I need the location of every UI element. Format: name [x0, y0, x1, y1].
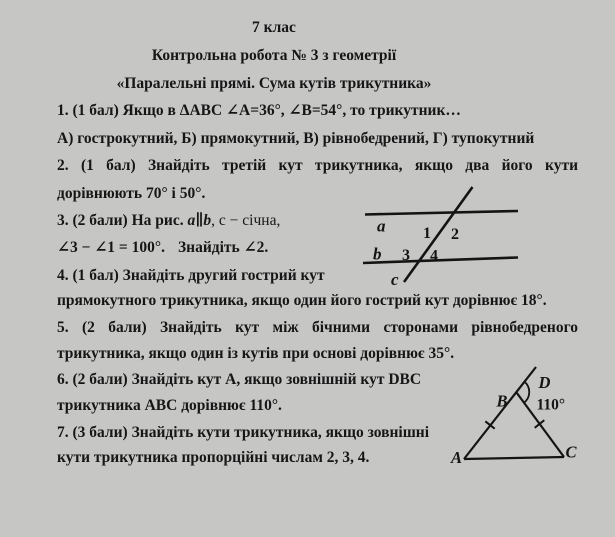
problem-1-options: А) гострокутний, Б) прямокутний, В) рівнобедрений, Г) тупокутний [57, 130, 535, 147]
test-title: Контрольна робота № 3 з геометрії [151, 47, 397, 64]
problem-1-text: 1. (1 бал) Якщо в ΔАВС ∠А=36°, ∠В=54°, то трикутник… [57, 102, 461, 119]
problem-5-line-1: 5. (2 бали) Знайдіть кут між бічними сторонами рівнобедреного [57, 319, 578, 336]
angle-1-label: 1 [423, 225, 431, 242]
line-b-label: b [373, 244, 382, 264]
transversal-line-c [404, 187, 473, 282]
triangle-figure [438, 358, 588, 473]
problem-3-equation: ∠3 − ∠1 = 100°. [57, 239, 165, 256]
problem-3-task: Знайдіть ∠2. [177, 239, 269, 256]
test-subtitle: «Паралельні прямі. Сума кутів трикутника» [116, 75, 432, 92]
problem-7-line-2: кути трикутника пропорційні числам 2, 3, 4. [57, 449, 370, 466]
grade-heading: 7 клас [252, 19, 296, 36]
problem-3-tail: , c − січна, [211, 212, 281, 229]
math-line-b: b [203, 212, 212, 229]
point-d-label: D [538, 373, 551, 392]
problem-3-prefix: 3. (2 бали) На рис. [57, 212, 188, 229]
vertex-c-label: C [565, 442, 577, 462]
problem-2-line-1: 2. (1 бал) Знайдіть третій кут трикутника, якщо два його кути [57, 157, 578, 174]
angle-2-label: 2 [451, 226, 459, 243]
vertex-a-label: A [450, 448, 462, 467]
problem-7-line-1: 7. (3 бали) Знайдіть кути трикутника, якщо зовнішні [57, 424, 430, 441]
problem-2-line-2: дорівнюють 70° і 50°. [57, 185, 206, 202]
parallel-line-a [365, 211, 518, 215]
problem-6-line-2: трикутника АВС дорівнює 110°. [57, 397, 282, 414]
parallel-lines-figure [350, 178, 530, 293]
math-line-a: a [187, 212, 196, 229]
angle-3-label: 3 [402, 247, 410, 264]
side-ab-extended-to-d [464, 367, 536, 459]
side-ac [464, 457, 564, 459]
line-a-label: a [377, 216, 386, 236]
vertex-b-label: B [496, 391, 508, 411]
line-c-label: c [391, 270, 399, 289]
problem-5-line-2: трикутника, якщо один із кутів при основі дорівнює 35°. [57, 345, 455, 362]
parallel-symbol: ∥ [195, 212, 204, 229]
exterior-angle-value: 110° [536, 396, 566, 414]
problem-3-line-2 [57, 238, 357, 258]
problem-4-line-2: прямокутного трикутника, якщо один його гострий кут дорівнює 18°. [57, 292, 547, 309]
parallel-line-b [363, 258, 518, 264]
exterior-angle-arc [524, 382, 530, 403]
angle-4-label: 4 [430, 247, 438, 265]
problem-6-line-1: 6. (2 бали) Знайдіть кут А, якщо зовнішній кут DBC [57, 371, 422, 388]
problem-4-line-1: 4. (1 бал) Знайдіть другий гострий кут [57, 267, 325, 284]
problem-3-line-1 [57, 211, 357, 231]
